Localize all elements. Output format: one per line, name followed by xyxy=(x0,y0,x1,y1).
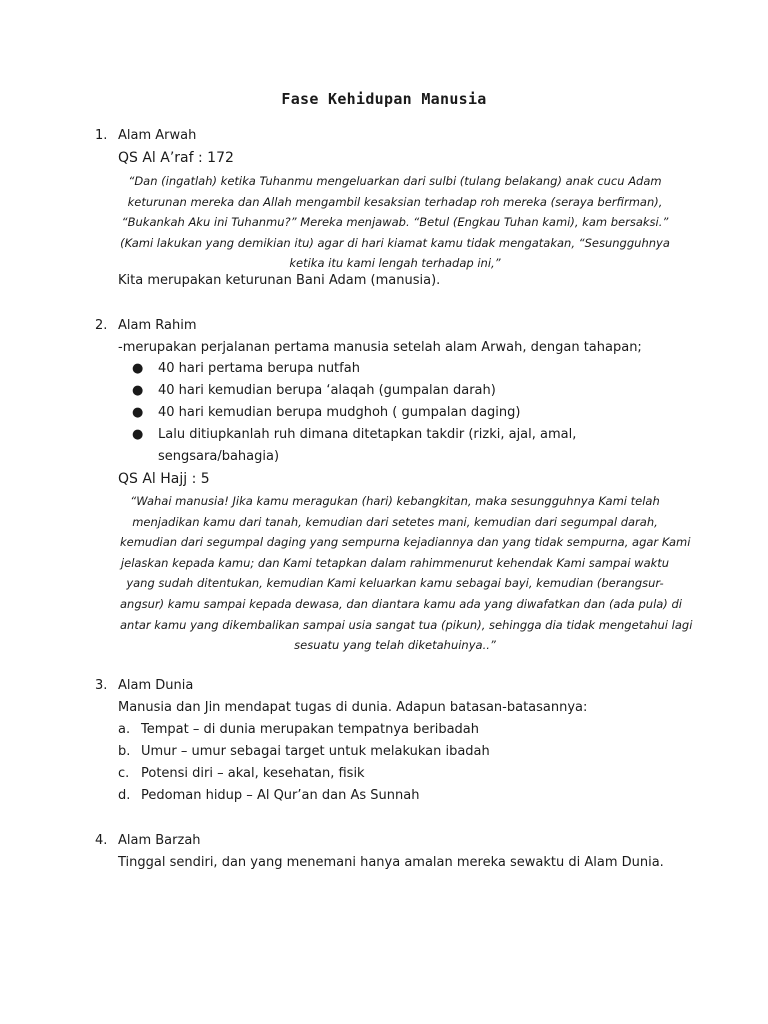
list-letter: c. xyxy=(118,766,130,781)
section-intro: Manusia dan Jin mendapat tugas di dunia. Adapun batasan-batasannya: xyxy=(118,700,588,715)
section-text: Tinggal sendiri, dan yang menemani hanya amalan mereka sewaktu di Alam Dunia. xyxy=(118,855,664,870)
quote-line: “Dan (ingatlah) ketika Tuhanmu mengeluarkan dari sulbi (tulang belakang) anak cucu Adam xyxy=(128,174,662,188)
quran-reference: QS Al A’raf : 172 xyxy=(118,150,234,166)
section-number: 1. xyxy=(95,128,108,143)
section-number: 2. xyxy=(95,318,108,333)
section-heading: Alam Arwah xyxy=(118,128,197,143)
bullet-icon: ● xyxy=(132,383,144,398)
list-letter: a. xyxy=(118,722,131,737)
list-item: 40 hari kemudian berupa ‘alaqah (gumpalan darah) xyxy=(158,383,496,398)
quote-line: antar kamu yang dikembalikan sampai usia sangat tua (pikun), sehingga dia tidak mengetahui lagi xyxy=(120,617,693,632)
list-letter: d. xyxy=(118,788,131,803)
list-item: Umur – umur sebagai target untuk melakukan ibadah xyxy=(141,744,490,759)
quote-line: “Bukankah Aku ini Tuhanmu?” Mereka menjawab. “Betul (Engkau Tuhan kami), kam bersaksi.” xyxy=(121,215,669,230)
quote-line: ketika itu kami lengah terhadap ini,” xyxy=(289,256,501,271)
quran-quote xyxy=(120,491,693,656)
bullet-icon: ● xyxy=(132,427,144,442)
section-number: 3. xyxy=(95,678,108,693)
quran-reference: QS Al Hajj : 5 xyxy=(118,471,210,487)
page-title: Fase Kehidupan Manusia xyxy=(281,90,487,108)
list-item-continuation: sengsara/bahagia) xyxy=(158,449,280,464)
quote-line: angsur) kamu sampai kepada dewasa, dan diantara kamu ada yang diwafatkan dan (ada pula) di xyxy=(120,596,682,611)
section-note: Kita merupakan keturunan Bani Adam (manusia). xyxy=(118,273,441,288)
list-item: Potensi diri – akal, kesehatan, fisik xyxy=(141,766,365,781)
quote-line: (Kami lakukan yang demikian itu) agar di hari kiamat kamu tidak mengatakan, “Sesungguhnya xyxy=(120,235,670,250)
list-item: Pedoman hidup – Al Qur’an dan As Sunnah xyxy=(141,788,420,803)
section-intro: -merupakan perjalanan pertama manusia setelah alam Arwah, dengan tahapan; xyxy=(118,340,642,355)
list-letter: b. xyxy=(118,744,131,759)
section-heading: Alam Dunia xyxy=(118,678,194,693)
list-item: Tempat – di dunia merupakan tempatnya beribadah xyxy=(141,722,479,737)
quote-line: “Wahai manusia! Jika kamu meragukan (hari) kebangkitan, maka sesungguhnya Kami telah xyxy=(130,494,660,508)
bullet-icon: ● xyxy=(132,405,144,420)
quote-line: kemudian dari segumpal daging yang sempurna kejadiannya dan yang tidak sempurna, agar Kami xyxy=(120,535,691,550)
quote-line: keturunan mereka dan Allah mengambil kesaksian terhadap roh mereka (seraya berfirman), xyxy=(127,194,663,209)
section-number: 4. xyxy=(95,833,108,848)
quote-line: menjadikan kamu dari tanah, kemudian dari setetes mani, kemudian dari segumpal darah, xyxy=(132,514,658,529)
quote-line: jelaskan kepada kamu; dan Kami tetapkan dalam rahimmenurut kehendak Kami sampai waktu xyxy=(120,555,670,570)
quote-line: sesuatu yang telah diketahuinya..” xyxy=(294,638,496,653)
section-heading: Alam Barzah xyxy=(118,833,201,848)
quran-quote xyxy=(120,171,670,274)
list-item: Lalu ditiupkanlah ruh dimana ditetapkan takdir (rizki, ajal, amal, xyxy=(158,427,577,442)
bullet-icon: ● xyxy=(132,361,144,376)
list-item: 40 hari pertama berupa nutfah xyxy=(158,361,360,376)
list-item: 40 hari kemudian berupa mudghoh ( gumpalan daging) xyxy=(158,405,521,420)
section-heading: Alam Rahim xyxy=(118,318,197,333)
quote-line: yang sudah ditentukan, kemudian Kami keluarkan kamu sebagai bayi, kemudian (berangsur- xyxy=(126,576,664,591)
